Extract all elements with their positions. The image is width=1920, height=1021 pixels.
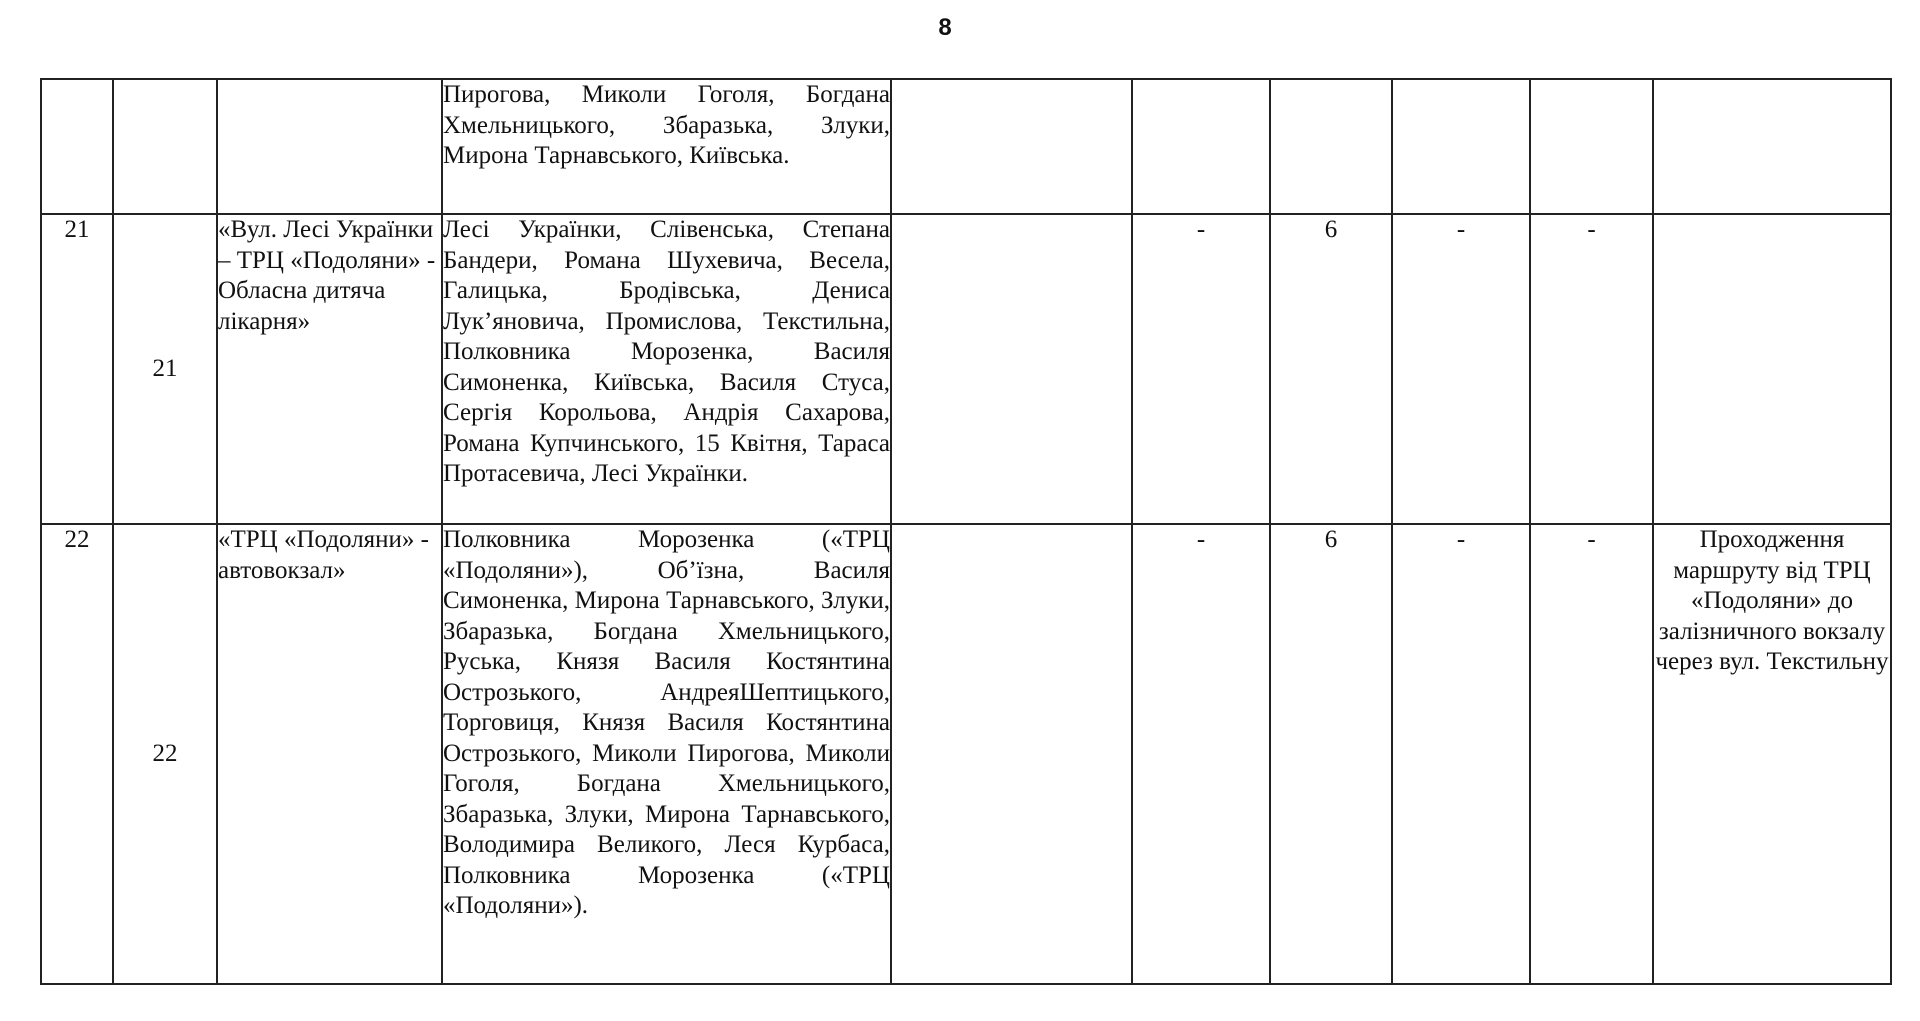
cell-num — [41, 79, 113, 214]
cell-route-name: «Вул. Лесі Українки – ТРЦ «Подоляни» - Обласна дитяча лікарня» — [217, 214, 442, 524]
cell-blank — [891, 79, 1132, 214]
cell-blank — [891, 524, 1132, 984]
table-row-22 — [41, 524, 1891, 984]
cell-metric-3: - — [1392, 214, 1530, 524]
cell-route-num: 21 — [113, 214, 217, 524]
cell-num: 21 — [41, 214, 113, 524]
cell-streets: Лесі Українки, Слівенська, Степана Бандери, Романа Шухевича, Весела, Галицька, Бродівська, Дениса Лук’яновича, Промислова, Текстильна, Полковника Морозенка, Василя Симоненка, Київська, Василя Стуса, Сергія Корольова, Андрія Сахарова, Романа Купчинського, 15 Квітня, Тараса Протасевича, Лесі Українки. — [442, 214, 891, 524]
cell-num: 22 — [41, 524, 113, 984]
cell-metric-1: - — [1132, 524, 1270, 984]
cell-route-name: «ТРЦ «Подоляни» - автовокзал» — [217, 524, 442, 984]
cell-metric-4: - — [1530, 214, 1653, 524]
routes-table — [40, 78, 1892, 985]
cell-metric-2 — [1270, 79, 1392, 214]
page-number: 8 — [938, 14, 952, 41]
cell-metric-3: - — [1392, 524, 1530, 984]
cell-note — [1653, 79, 1891, 214]
cell-metric-2: 6 — [1270, 524, 1392, 984]
cell-metric-3 — [1392, 79, 1530, 214]
cell-metric-4 — [1530, 79, 1653, 214]
cell-streets: Полковника Морозенка («ТРЦ «Подоляни»), Об’їзна, Василя Симоненка, Мирона Тарнавського, Злуки, Збаразька, Богдана Хмельницького, Руська, Князя Василя Костянтина Острозького, АндреяШептицького, Торговиця, Князя Василя Костянтина Острозького, Миколи Пирогова, Миколи Гоголя, Богдана Хмельницького, Збаразька, Злуки, Мирона Тарнавського, Володимира Великого, Леся Курбаса, Полковника Морозенка («ТРЦ «Подоляни»). — [442, 524, 891, 984]
cell-metric-1: - — [1132, 214, 1270, 524]
cell-note: Проходження маршруту від ТРЦ «Подоляни» до залізничного вокзалу через вул. Текстильну — [1653, 524, 1891, 984]
cell-blank — [891, 214, 1132, 524]
cell-metric-4: - — [1530, 524, 1653, 984]
table-row-continuation — [41, 79, 1891, 214]
cell-metric-2: 6 — [1270, 214, 1392, 524]
cell-route-name — [217, 79, 442, 214]
table-row-21 — [41, 214, 1891, 524]
cell-route-num: 22 — [113, 524, 217, 984]
cell-streets: Пирогова, Миколи Гоголя, Богдана Хмельницького, Збаразька, Злуки, Мирона Тарнавського, Київська. — [442, 79, 891, 214]
cell-route-num — [113, 79, 217, 214]
cell-note — [1653, 214, 1891, 524]
cell-metric-1 — [1132, 79, 1270, 214]
